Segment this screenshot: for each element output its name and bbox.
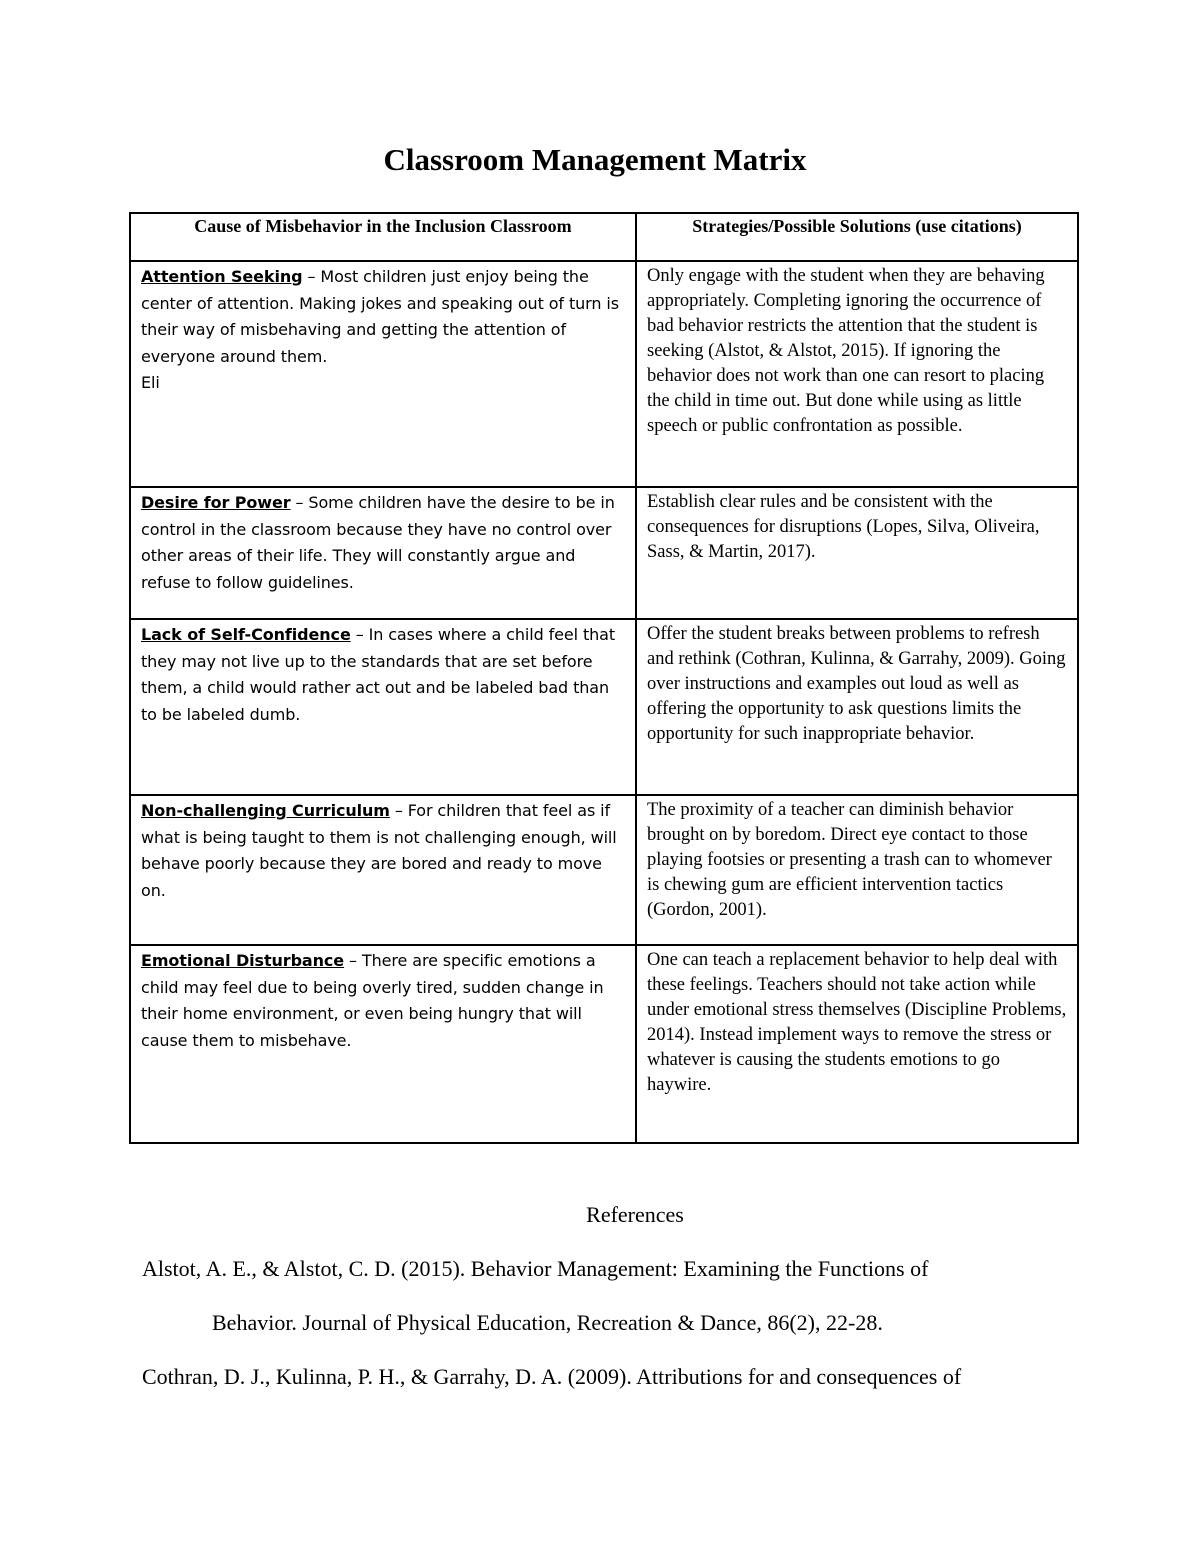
header-cause: Cause of Misbehavior in the Inclusion Classroom <box>130 213 636 261</box>
cause-note: Eli <box>141 373 160 392</box>
cause-cell <box>130 945 636 1143</box>
cause-description: – Some children have the desire to be in control in the classroom because they have no control over other areas of their life. They will constantly argue and refuse to follow guidelines. <box>141 493 615 592</box>
strategy-cell: One can teach a replacement behavior to help deal with these feelings. Teachers should not take action while under emotional stress themselves (Discipline Problems, 2014). Instead implement ways to remove the stress or whatever is causing the students emotions to go haywire. <box>636 945 1078 1143</box>
strategy-cell: The proximity of a teacher can diminish behavior brought on by boredom. Direct eye contact to those playing footsies or presenting a trash can to whomever is chewing gum are efficient intervention tactics (Gordon, 2001). <box>636 795 1078 945</box>
reference-line: Alstot, A. E., & Alstot, C. D. (2015). Behavior Management: Examining the Functions of <box>142 1256 929 1281</box>
table-header-row <box>130 213 1078 261</box>
strategy-cell: Establish clear rules and be consistent with the consequences for disruptions (Lopes, Silva, Oliveira, Sass, & Martin, 2017). <box>636 487 1078 619</box>
cause-term: Attention Seeking <box>141 267 303 286</box>
reference-line-indent: Behavior. Journal of Physical Education, Recreation & Dance, 86(2), 22-28. <box>212 1310 883 1335</box>
cause-description: – For children that feel as if what is being taught to them is not challenging enough, will behave poorly because they are bored and ready to move on. <box>141 801 617 900</box>
cause-cell <box>130 261 636 487</box>
cause-description: – Most children just enjoy being the center of attention. Making jokes and speaking out of turn is their way of misbehaving and getting the attention of everyone around them. <box>141 267 619 366</box>
references-heading: References <box>586 1202 684 1227</box>
strategy-cell: Offer the student breaks between problems to refresh and rethink (Cothran, Kulinna, & Garrahy, 2009). Going over instructions and examples out loud as well as offering the opportunity to ask questions limits the opportunity for such inappropriate behavior. <box>636 619 1078 795</box>
table-row <box>130 945 1078 1143</box>
cause-term: Lack of Self-Confidence <box>141 625 351 644</box>
cause-cell <box>130 619 636 795</box>
strategy-cell: Only engage with the student when they are behaving appropriately. Completing ignoring the occurrence of bad behavior restricts the attention that the student is seeking (Alstot, & Alstot, 2015). If ignoring the behavior does not work than one can resort to placing the child in time out. But done while using as little speech or public confrontation as possible. <box>636 261 1078 487</box>
table-row <box>130 487 1078 619</box>
cause-term: Desire for Power <box>141 493 291 512</box>
header-strategies: Strategies/Possible Solutions (use citations) <box>636 213 1078 261</box>
cause-term: Emotional Disturbance <box>141 951 345 970</box>
reference-line: Cothran, D. J., Kulinna, P. H., & Garrahy, D. A. (2009). Attributions for and consequences of <box>142 1364 962 1389</box>
table-row <box>130 261 1078 487</box>
table-row <box>130 619 1078 795</box>
table-row <box>130 795 1078 945</box>
cause-cell <box>130 487 636 619</box>
classroom-management-table <box>129 212 1079 1144</box>
cause-cell <box>130 795 636 945</box>
cause-description: – In cases where a child feel that they may not live up to the standards that are set before them, a child would rather act out and be labeled bad than to be labeled dumb. <box>141 625 616 724</box>
document-title: Classroom Management Matrix <box>383 142 807 177</box>
cause-term: Non-challenging Curriculum <box>141 801 390 820</box>
cause-description: – There are specific emotions a child may feel due to being overly tired, sudden change in their home environment, or even being hungry that will cause them to misbehave. <box>141 951 604 1050</box>
